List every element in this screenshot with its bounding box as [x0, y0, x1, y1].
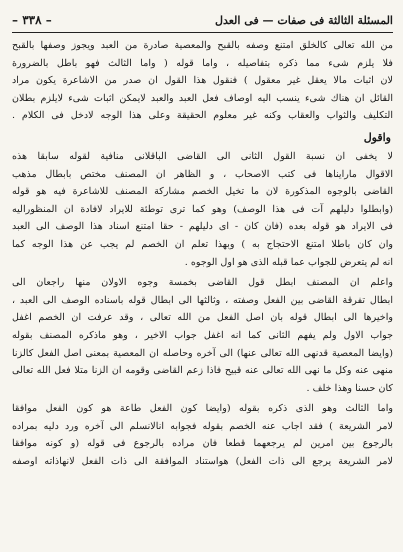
running-title: المسئلة الثالثة فى صفات — فى العدل [214, 13, 393, 27]
text-line: واعلم ان المصنف ابطل قول القاضى بخمسة وجوه الاولان منها راجعان الى [12, 277, 393, 289]
text-line: ابطال تفرقة القاضى بين الفعل وصفته ، وثالثها الى ابطال قوله باسناده الوصف الى العبد ، [12, 294, 393, 306]
text-line: القائل ان هناك شىء ينسب اليه اوصاف فعل العبد والعبد لايمكن اثبات شىء لايلزم بطلان [12, 92, 393, 104]
paragraph-3 [12, 274, 393, 397]
text-line: بالرجوع بين امرين لم يرجعهما قطعا فان مراده بالرجوع فى قوله (و كونه موافقا [12, 438, 393, 450]
text-line: الاقوال مارايناها فى كتب الاصحاب ، و الظاهر ان المصنف مختص بابطال مذهب [12, 168, 393, 180]
text-line: واما الثالث وهو الذى ذكره بقوله (وايضا كون الفعل طاعة هو كون الفعل موافقا [12, 403, 393, 415]
text-line: القاضى بالوجوه المذكورة لان ما تخيل الخصم مشاركة المصنف للاشاعرة فيه هو قوله [12, 186, 393, 198]
text-line: (وايضا المعصية قدنهى الله تعالى عنها) الى آخره وحاصله ان المعصية بمعنى اصل الفعل كالزنا [12, 347, 393, 359]
section-heading: واقول [363, 130, 391, 144]
header-rule [12, 32, 393, 33]
text-line: فلا يلزم شىء مما ذكره بتفاصيله ، واما قوله ( واما الثالث فهو باطل بالضرورة [12, 57, 393, 69]
text-line: التكليف والثواب والعقاب وكنه غير معلوم الحقيقة وعلى هذا الوجه لادخل فى الكلام . [12, 110, 393, 122]
page-number: – ٣٣٨ – [12, 13, 52, 27]
text-line: لا يخفى ان نسبة القول الثانى الى القاضى الباقلانى منافية لقوله سابقا هذه [12, 150, 393, 162]
text-line: كان حسنا وهذا خلف . [306, 382, 393, 394]
text-line: وان كان باطلا امتنع الاحتجاج به ) وبهذا تعلم ان الخصم لم يجب عن هذا الوجه كما [12, 238, 393, 250]
paragraph-1 [12, 37, 393, 125]
paragraph-2 [12, 148, 393, 271]
text-line: من الله تعالى كالخلق امتنع وصفه بالقبح والمعصية صادرة من العبد ويجوز وصفها بالقبح [12, 40, 393, 51]
text-line: جواب الاول ولم يفهم الثانى كما انه اغفل جواب الاخير ، وهو ماذكره المصنف بقوله [12, 329, 393, 341]
paragraph-4 [12, 400, 393, 470]
page-header [12, 10, 393, 30]
text-line: لامر الشريعة يرجع الى ذات الفعل) هواستناد الموافقة الى ذات الفعل لانهاذاته اوصفه [12, 456, 393, 468]
text-line: لامر الشريعة ) فقد اجاب عنه الخصم بقوله فجوابه انالانسلم الى آخره ورد دليه بمراده [12, 420, 393, 432]
text-line: انه لم يتعرض للجواب عما قبله الذى هو اول الوجوه . [184, 256, 393, 268]
text-line: منهى عنه وكل ما نهى الله تعالى عنه قبيح فاذا زعم القاضى وقومه ان الزنا متلا فعل الله تعالى [12, 365, 393, 377]
text-line: لان اثبات مالا يعقل غير معقول ) فنقول هذا القول ان صدر من الاشاعرة يكون مراد [12, 75, 393, 87]
text-line: واخيرها الى ابطال قوله بان اصل الفعل من الله تعالى ، وقد عرفت ان الخصم اغفل [12, 312, 393, 324]
text-line: (وابطلوا دليلهم آت فى هذا الوصف) وهو كما ترى توطئة للايراد لافادة ان المنظوراليه [12, 203, 393, 215]
text-line: فى الايراد هو قوله بعده (فان كان - اى دليلهم - حقا امتنع اسناد هذا الوصف الى العبد [12, 221, 393, 233]
